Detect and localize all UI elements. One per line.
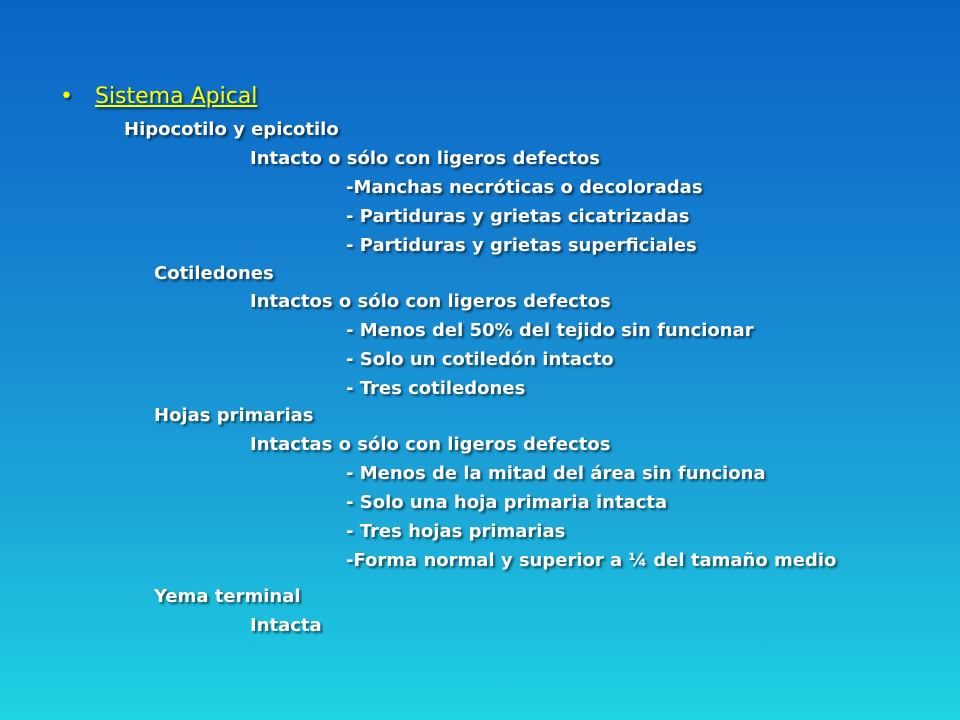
section-heading-hojas: Hojas primarias bbox=[154, 405, 314, 426]
detail-line: - Partiduras y grietas superficiales bbox=[346, 235, 697, 256]
subheading-line: Intacto o sólo con ligeros defectos bbox=[250, 148, 600, 169]
subheading-line: Intactos o sólo con ligeros defectos bbox=[250, 291, 611, 312]
detail-line: - Tres cotiledones bbox=[346, 378, 526, 399]
section-heading-cotiledones: Cotiledones bbox=[154, 263, 274, 284]
detail-line: - Menos de la mitad del área sin funciona bbox=[346, 463, 766, 484]
detail-line: - Tres hojas primarias bbox=[346, 521, 566, 542]
section-heading-hipocotilo: Hipocotilo y epicotilo bbox=[124, 119, 339, 140]
slide-title: Sistema Apical bbox=[94, 84, 258, 109]
detail-line: - Solo una hoja primaria intacta bbox=[346, 492, 668, 513]
bullet-icon: • bbox=[60, 84, 73, 109]
detail-line: - Partiduras y grietas cicatrizadas bbox=[346, 206, 690, 227]
detail-line: -Manchas necróticas o decoloradas bbox=[346, 177, 703, 198]
title-row bbox=[60, 84, 257, 109]
subheading-line: Intacta bbox=[250, 615, 322, 636]
section-heading-yema: Yema terminal bbox=[154, 586, 301, 607]
detail-line: - Solo un cotiledón intacto bbox=[346, 349, 614, 370]
subheading-line: Intactas o sólo con ligeros defectos bbox=[250, 434, 611, 455]
detail-line: - Menos del 50% del tejido sin funcionar bbox=[346, 320, 754, 341]
detail-line: -Forma normal y superior a ¼ del tamaño medio bbox=[346, 550, 837, 571]
